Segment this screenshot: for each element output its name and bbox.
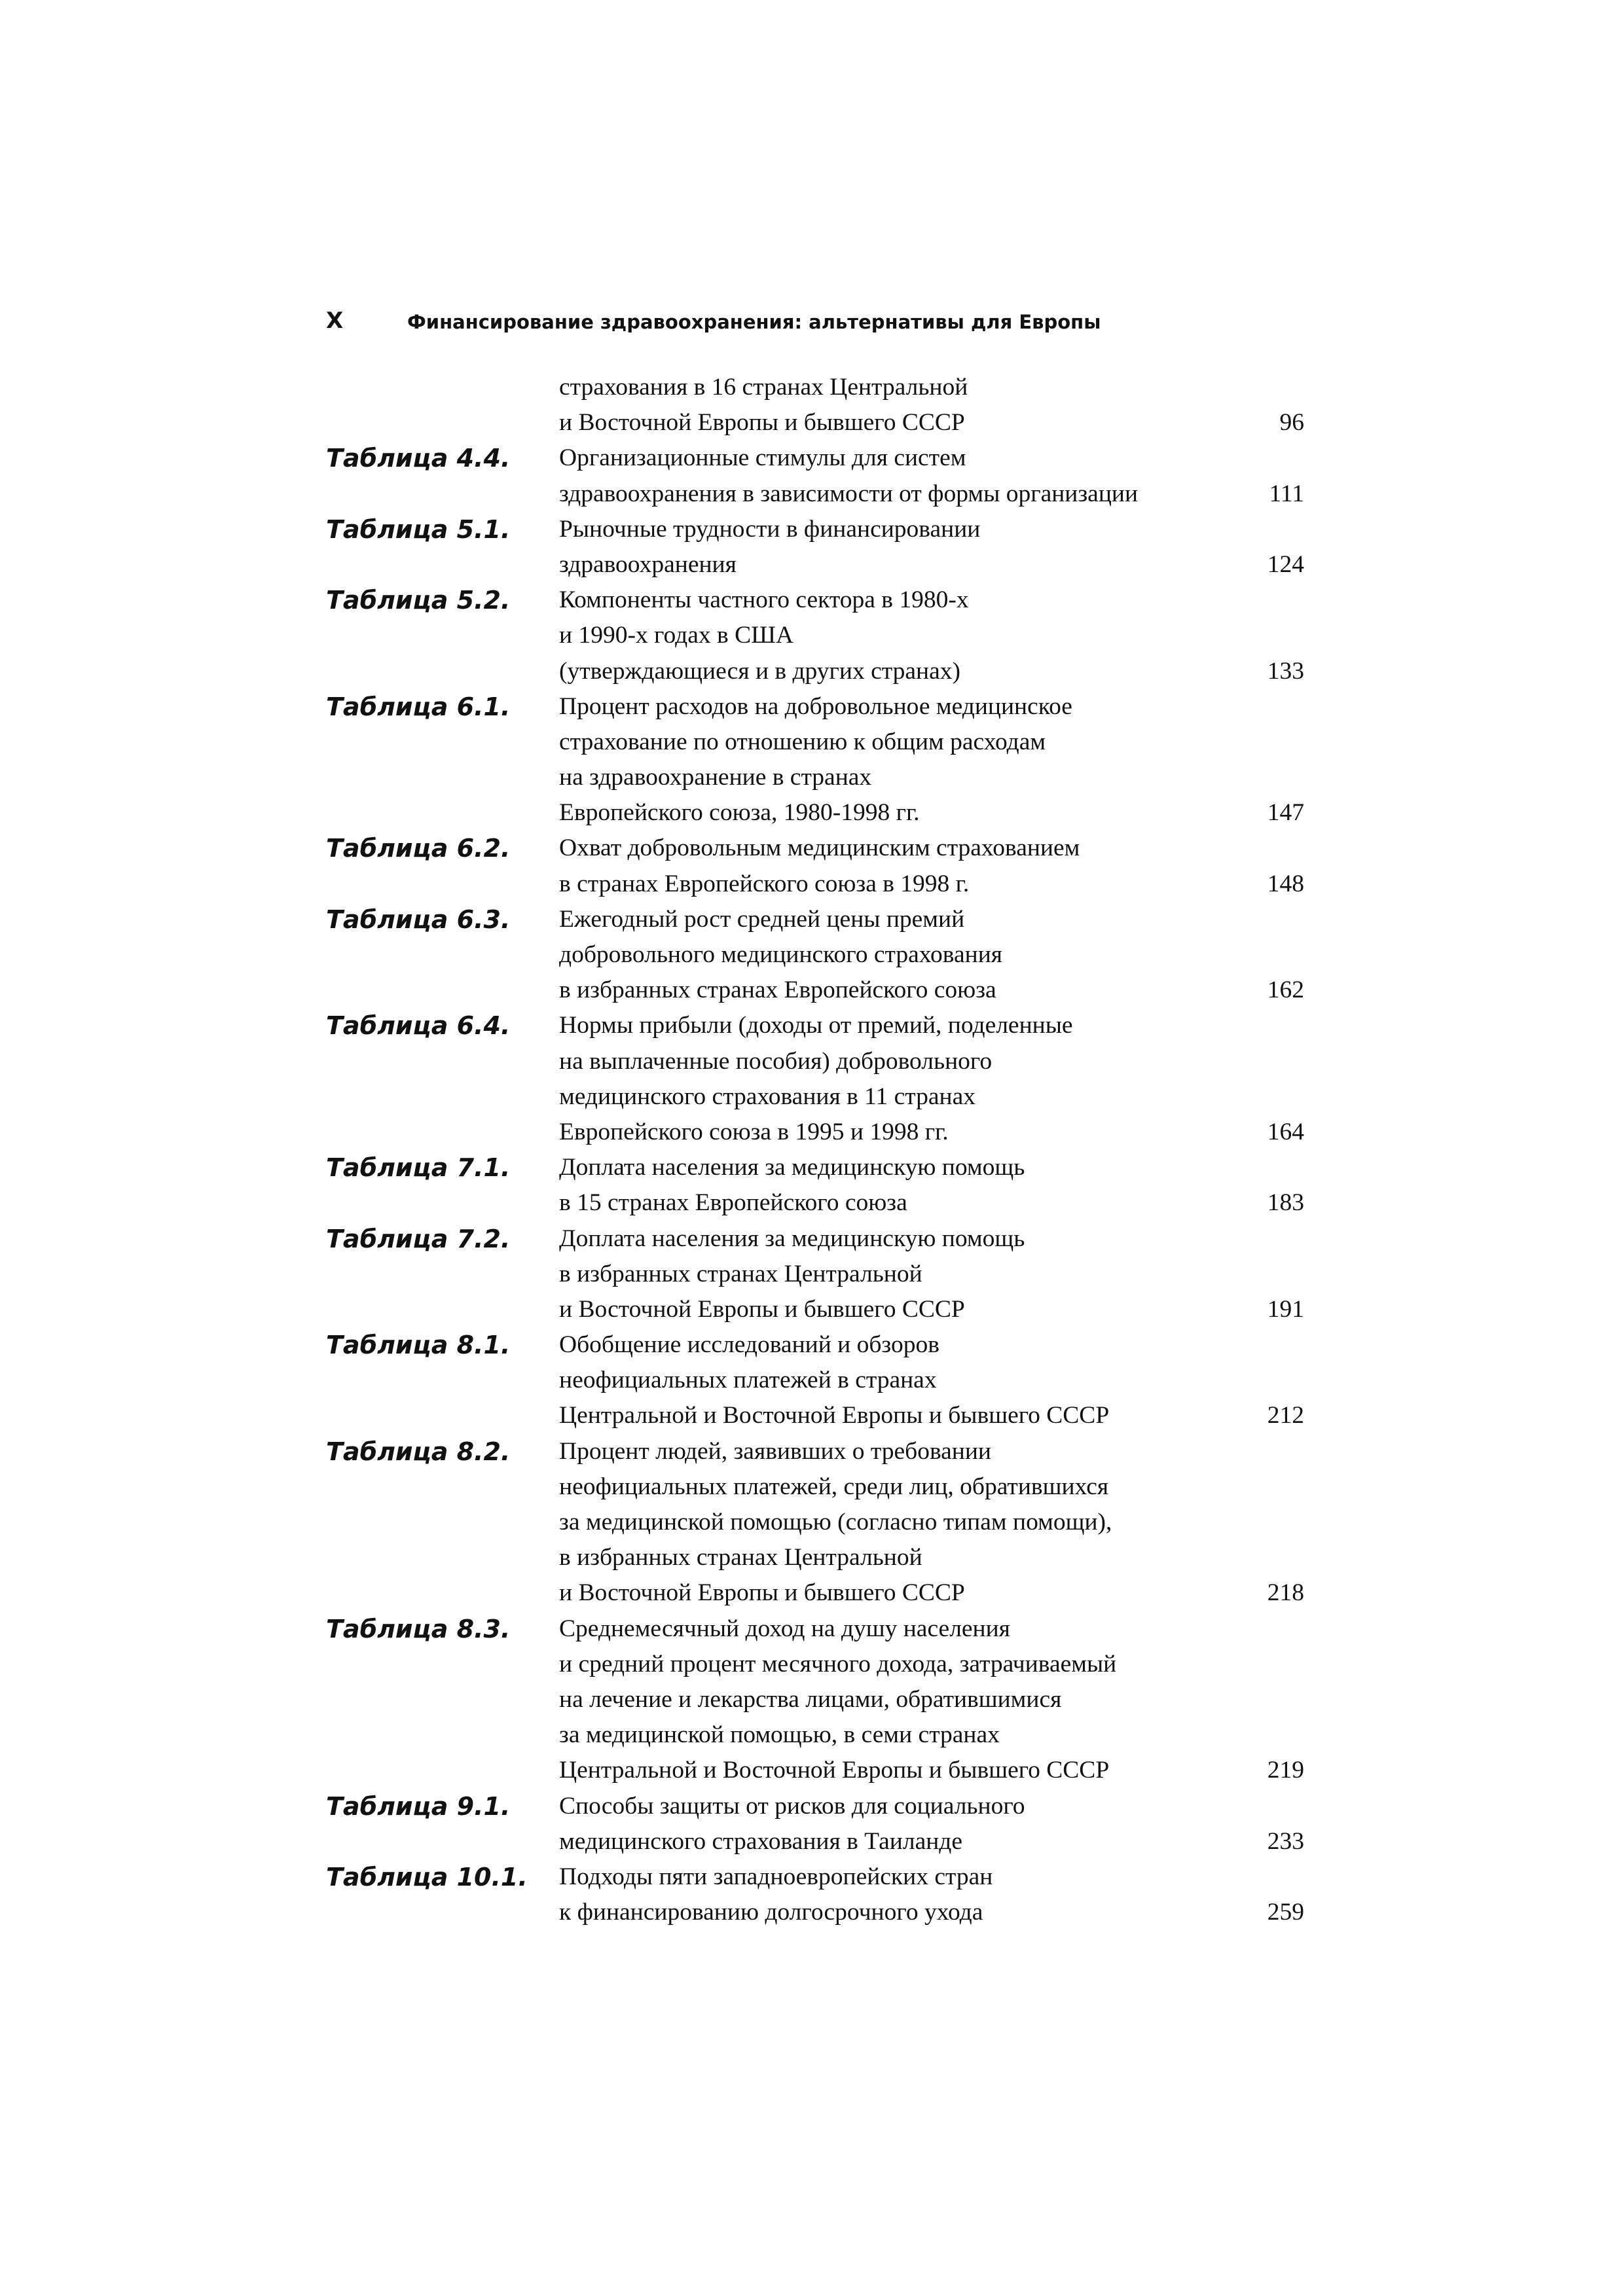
- title-line: [559, 1859, 1308, 1895]
- page-number: 259: [1267, 1899, 1304, 1926]
- title-line-text: к финансированию долгосрочного ухода: [559, 1899, 983, 1926]
- entry-title: [559, 1150, 1308, 1221]
- page-number: 148: [1267, 870, 1304, 897]
- title-line: [559, 440, 1308, 476]
- toc-entry: [326, 831, 1308, 901]
- entry-title: [559, 1221, 1308, 1328]
- page-number: 111: [1269, 480, 1304, 507]
- title-line: [559, 1682, 1308, 1717]
- title-line: [559, 1008, 1308, 1043]
- title-line: [559, 902, 1308, 937]
- title-line: [559, 476, 1308, 512]
- toc-entry: [326, 370, 1308, 440]
- page-number: 183: [1267, 1189, 1304, 1217]
- title-line-text: Европейского союза, 1980-1998 гг.: [559, 799, 920, 827]
- title-line-text: Центральной и Восточной Европы и бывшего СССР: [559, 1757, 1110, 1784]
- title-line: [559, 1115, 1308, 1150]
- title-line-text: и Восточной Европы и бывшего СССР: [559, 409, 965, 437]
- toc-entry: [326, 1789, 1308, 1859]
- title-line: [559, 725, 1308, 760]
- title-line-text: (утверждающиеся и в других странах): [559, 657, 960, 685]
- toc-entry: [326, 1008, 1308, 1150]
- table-label: Таблица 8.2.: [326, 1437, 511, 1466]
- table-label: Таблица 8.3.: [326, 1614, 511, 1643]
- toc-entry: [326, 583, 1308, 689]
- title-line: [559, 795, 1308, 831]
- table-label: Таблица 4.4.: [326, 444, 511, 473]
- toc-entry: [326, 902, 1308, 1009]
- title-line: [559, 1257, 1308, 1292]
- title-line-text: Обобщение исследований и обзоров: [559, 1331, 939, 1359]
- title-line: [559, 1611, 1308, 1647]
- table-label: Таблица 6.1.: [326, 692, 511, 721]
- title-line-text: Европейского союза в 1995 и 1998 гг.: [559, 1118, 949, 1145]
- toc-entry: [326, 1859, 1308, 1930]
- title-line-text: за медицинской помощью, в семи странах: [559, 1721, 1000, 1749]
- entry-title: [559, 1434, 1308, 1611]
- title-line: [559, 937, 1308, 973]
- title-line: [559, 1647, 1308, 1682]
- title-line-text: медицинского страхования в 11 странах: [559, 1083, 976, 1110]
- title-line-text: Охват добровольным медицинским страхованием: [559, 834, 1080, 862]
- title-line-text: и Восточной Европы и бывшего СССР: [559, 1295, 965, 1323]
- title-line: [559, 1079, 1308, 1115]
- entry-title: [559, 1327, 1308, 1434]
- page-number: 147: [1267, 799, 1304, 827]
- title-line: [559, 1575, 1308, 1611]
- page-number: 218: [1267, 1579, 1304, 1607]
- page-number: 124: [1267, 550, 1304, 578]
- title-line-text: здравоохранения в зависимости от формы организации: [559, 480, 1139, 507]
- title-line-text: и 1990-х годах в США: [559, 622, 794, 649]
- entry-title: [559, 1859, 1308, 1930]
- title-line: [559, 547, 1308, 583]
- entry-title: [559, 370, 1308, 440]
- title-line-text: Ежегодный рост средней цены премий: [559, 905, 965, 933]
- title-line: [559, 867, 1308, 902]
- title-line-text: и Восточной Европы и бывшего СССР: [559, 1579, 965, 1607]
- title-line-text: добровольного медицинского страхования: [559, 941, 1003, 968]
- running-header: [326, 304, 1374, 344]
- toc-entry: [326, 1611, 1308, 1789]
- title-line-text: Доплата населения за медицинскую помощь: [559, 1225, 1025, 1252]
- toc-entry: [326, 1327, 1308, 1434]
- entry-title: [559, 440, 1308, 511]
- title-line: [559, 1789, 1308, 1824]
- title-line-text: неофициальных платежей, среди лиц, обратившихся: [559, 1473, 1109, 1500]
- title-line-text: в избранных странах Центральной: [559, 1544, 922, 1571]
- title-line: [559, 1895, 1308, 1930]
- title-line: [559, 1717, 1308, 1753]
- entry-title: [559, 689, 1308, 831]
- title-line: [559, 512, 1308, 547]
- page-number: 96: [1279, 409, 1304, 437]
- title-line: [559, 1505, 1308, 1540]
- title-line: [559, 1292, 1308, 1327]
- title-line-text: неофициальных платежей в странах: [559, 1367, 937, 1394]
- page-number: 133: [1267, 657, 1304, 685]
- table-of-contents-list: [326, 370, 1308, 1930]
- title-line: [559, 405, 1308, 440]
- entry-title: [559, 1008, 1308, 1150]
- toc-entry: [326, 1150, 1308, 1221]
- title-line: [559, 1434, 1308, 1469]
- title-line: [559, 1363, 1308, 1398]
- toc-entry: [326, 440, 1308, 511]
- title-line-text: на здравоохранение в странах: [559, 764, 872, 791]
- title-line-text: на лечение и лекарства лицами, обратившимися: [559, 1685, 1062, 1713]
- entry-title: [559, 583, 1308, 689]
- title-line: [559, 583, 1308, 618]
- title-line: [559, 1221, 1308, 1257]
- title-line-text: в 15 странах Европейского союза: [559, 1189, 907, 1217]
- title-line-text: Процент людей, заявивших о требовании: [559, 1437, 992, 1465]
- toc-entry: [326, 512, 1308, 583]
- title-line-text: Рыночные трудности в финансировании: [559, 515, 981, 543]
- table-label: Таблица 10.1.: [326, 1862, 528, 1892]
- title-line-text: Организационные стимулы для систем: [559, 444, 966, 472]
- entry-title: [559, 512, 1308, 583]
- title-line-text: в избранных странах Центральной: [559, 1260, 922, 1287]
- title-line-text: и средний процент месячного дохода, затрачиваемый: [559, 1650, 1117, 1677]
- title-line-text: на выплаченные пособия) добровольного: [559, 1047, 993, 1075]
- title-line-text: Подходы пяти западноевропейских стран: [559, 1863, 993, 1890]
- page-folio: X: [326, 308, 344, 334]
- page-number: 233: [1267, 1827, 1304, 1855]
- toc-entry: [326, 1221, 1308, 1328]
- title-line: [559, 370, 1308, 405]
- title-line-text: Доплата населения за медицинскую помощь: [559, 1154, 1025, 1181]
- entry-title: [559, 902, 1308, 1009]
- title-line: [559, 1824, 1308, 1859]
- title-line: [559, 831, 1308, 866]
- entry-title: [559, 831, 1308, 901]
- table-label: Таблица 9.1.: [326, 1791, 511, 1821]
- title-line-text: здравоохранения: [559, 550, 737, 578]
- table-label: Таблица 6.3.: [326, 905, 511, 934]
- entry-title: [559, 1611, 1308, 1789]
- title-line: [559, 760, 1308, 795]
- title-line: [559, 973, 1308, 1008]
- title-line: [559, 1469, 1308, 1505]
- title-line: [559, 1327, 1308, 1363]
- page-number: 164: [1267, 1118, 1304, 1145]
- title-line-text: за медицинской помощью (согласно типам помощи),: [559, 1509, 1112, 1535]
- table-label: Таблица 6.2.: [326, 834, 511, 863]
- page-number: 212: [1267, 1402, 1304, 1429]
- title-line-text: медицинского страхования в Таиланде: [559, 1827, 963, 1855]
- toc-entry: [326, 1434, 1308, 1611]
- title-line: [559, 689, 1308, 725]
- title-line-text: в избранных странах Европейского союза: [559, 977, 996, 1004]
- title-line: [559, 1150, 1308, 1185]
- toc-entry: [326, 689, 1308, 831]
- title-line: [559, 1044, 1308, 1079]
- table-label: Таблица 6.4.: [326, 1011, 511, 1041]
- title-line: [559, 1185, 1308, 1221]
- title-line-text: в странах Европейского союза в 1998 г.: [559, 870, 970, 897]
- table-label: Таблица 5.1.: [326, 514, 511, 544]
- title-line-text: Среднемесячный доход на душу населения: [559, 1615, 1010, 1642]
- title-line-text: страхование по отношению к общим расходам: [559, 728, 1046, 755]
- page-number: 191: [1267, 1295, 1304, 1323]
- table-label: [326, 370, 559, 440]
- page-number: 219: [1267, 1757, 1304, 1784]
- title-line-text: Центральной и Восточной Европы и бывшего СССР: [559, 1402, 1110, 1429]
- page-number: 162: [1267, 977, 1304, 1004]
- title-line: [559, 618, 1308, 653]
- title-line: [559, 654, 1308, 689]
- title-line-text: Нормы прибыли (доходы от премий, поделенные: [559, 1012, 1073, 1039]
- entry-title: [559, 1789, 1308, 1859]
- title-line: [559, 1753, 1308, 1788]
- table-label: Таблица 8.1.: [326, 1331, 511, 1360]
- title-line: [559, 1398, 1308, 1433]
- title-line-text: Компоненты частного сектора в 1980-х: [559, 586, 969, 614]
- title-line-text: страхования в 16 странах Центральной: [559, 374, 968, 401]
- table-label: Таблица 7.1.: [326, 1153, 511, 1183]
- table-label: Таблица 5.2.: [326, 586, 511, 615]
- title-line-text: Процент расходов на добровольное медицинское: [559, 692, 1072, 720]
- table-label: Таблица 7.2.: [326, 1224, 511, 1253]
- book-title: Финансирование здравоохранения: альтернативы для Европы: [407, 311, 1101, 333]
- title-line: [559, 1540, 1308, 1575]
- title-line-text: Способы защиты от рисков для социального: [559, 1792, 1025, 1820]
